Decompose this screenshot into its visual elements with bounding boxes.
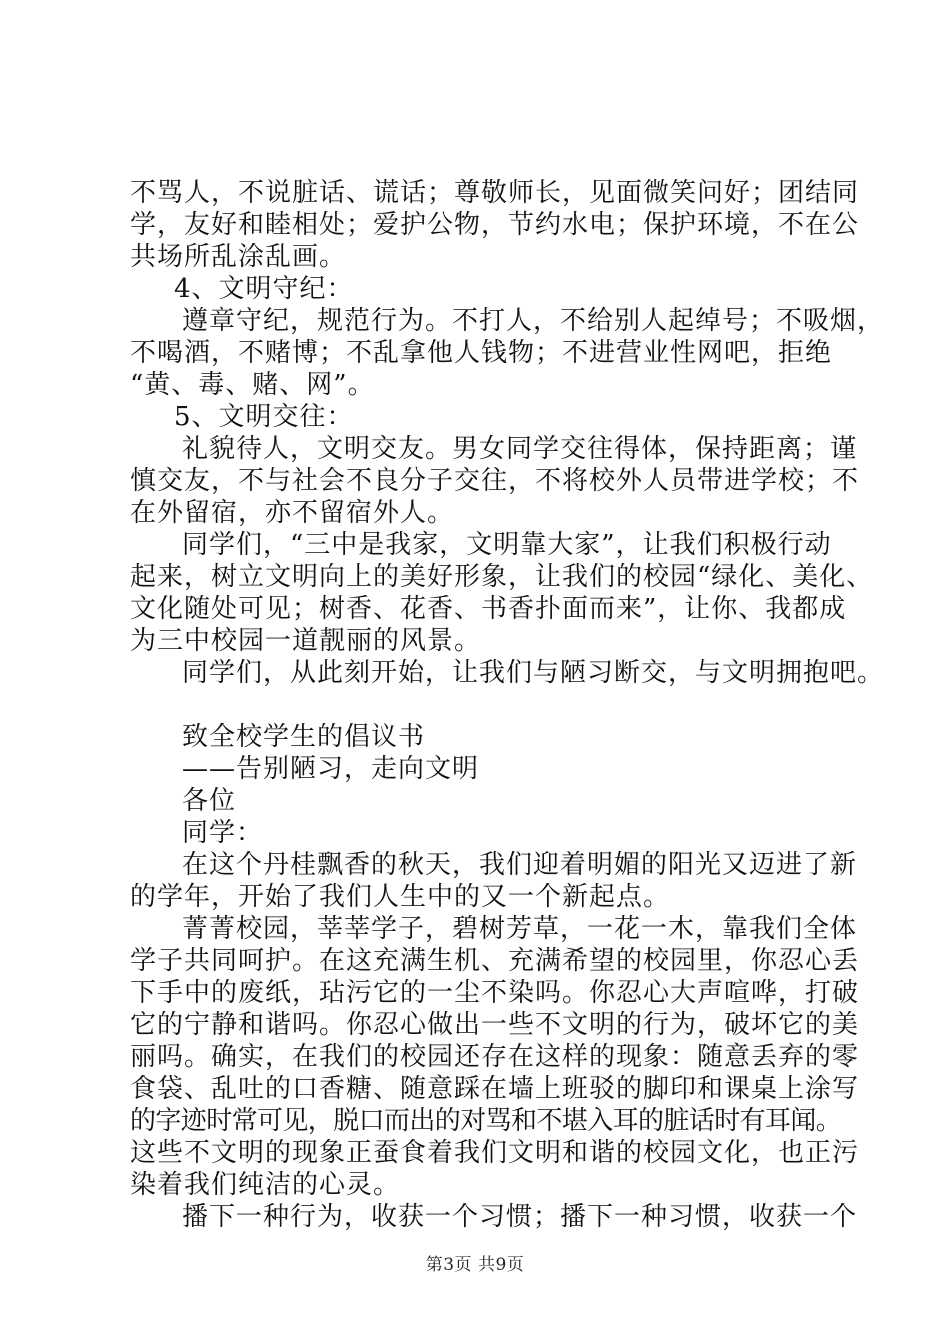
section-heading: 5、文明交往： bbox=[174, 402, 354, 432]
blank-line bbox=[130, 689, 830, 721]
salutation: 同学： bbox=[182, 818, 264, 848]
document-subtitle: ——告别陋习，走向文明 bbox=[182, 754, 480, 784]
paragraph-line: 在外留宿，亦不留宿外人。 bbox=[130, 498, 455, 528]
paragraph-line: 在这个丹桂飘香的秋天，我们迎着明媚的阳光又迈进了新 bbox=[182, 850, 858, 880]
paragraph-line: 文化随处可见；树香、花香、书香扑面而来”，让你、我都成 bbox=[130, 594, 847, 624]
paragraph-line: 共场所乱涂乱画。 bbox=[130, 242, 347, 272]
paragraph-line: 起来，树立文明向上的美好形象，让我们的校园“绿化、美化、 bbox=[130, 562, 874, 592]
paragraph-line: 食袋、乱吐的口香糖、随意踩在墙上班驳的脚印和课桌上涂写 bbox=[130, 1074, 860, 1104]
paragraph-line: 不骂人，不说脏话、谎话；尊敬师长，见面微笑问好；团结同 bbox=[130, 178, 860, 208]
paragraph-line: 学，友好和睦相处；爱护公物，节约水电；保护环境，不在公 bbox=[130, 210, 860, 240]
paragraph-line: 同学们，“三中是我家，文明靠大家”，让我们积极行动 bbox=[182, 530, 832, 560]
paragraph-line: 菁菁校园，莘莘学子，碧树芳草，一花一木，靠我们全体 bbox=[182, 914, 858, 944]
paragraph-line: 染着我们纯洁的心灵。 bbox=[130, 1170, 401, 1200]
paragraph-line: 同学们，从此刻开始，让我们与陋习断交，与文明拥抱吧。 bbox=[182, 658, 885, 688]
paragraph-line: 这些不文明的现象正蚕食着我们文明和谐的校园文化，也正污 bbox=[130, 1138, 860, 1168]
paragraph-line: “黄、毒、赌、网”。 bbox=[130, 370, 375, 400]
paragraph-line: 慎交友，不与社会不良分子交往，不将校外人员带进学校；不 bbox=[130, 466, 860, 496]
paragraph-line: 的学年，开始了我们人生中的又一个新起点。 bbox=[130, 882, 671, 912]
paragraph-line: 不喝酒，不赌博；不乱拿他人钱物；不进营业性网吧，拒绝 bbox=[130, 338, 833, 368]
salutation: 各位 bbox=[182, 786, 237, 816]
paragraph-line: 遵章守纪，规范行为。不打人，不给别人起绰号；不吸烟， bbox=[182, 306, 885, 336]
document-title: 致全校学生的倡议书 bbox=[182, 722, 426, 752]
paragraph-line: 的字迹时常可见，脱口而出的对骂和不堪入耳的脏话时有耳闻。 bbox=[130, 1106, 842, 1136]
paragraph-line: 学子共同呵护。在这充满生机、充满希望的校园里，你忍心丢 bbox=[130, 946, 860, 976]
paragraph-line: 它的宁静和谐吗。你忍心做出一些不文明的行为，破坏它的美 bbox=[130, 1010, 860, 1040]
paragraph-line: 播下一种行为，收获一个习惯；播下一种习惯，收获一个 bbox=[182, 1202, 858, 1232]
paragraph-line: 礼貌待人，文明交友。男女同学交往得体，保持距离；谨 bbox=[182, 434, 858, 464]
paragraph-line: 为三中校园一道靓丽的风景。 bbox=[130, 626, 482, 656]
document-body bbox=[130, 177, 885, 1233]
section-heading: 4、文明守纪： bbox=[174, 274, 354, 304]
paragraph-line: 下手中的废纸，玷污它的一尘不染吗。你忍心大声喧哗，打破 bbox=[130, 978, 860, 1008]
page-number: 第3页 共9页 bbox=[425, 1255, 525, 1275]
paragraph-line: 丽吗。确实，在我们的校园还存在这样的现象：随意丢弃的零 bbox=[130, 1042, 860, 1072]
